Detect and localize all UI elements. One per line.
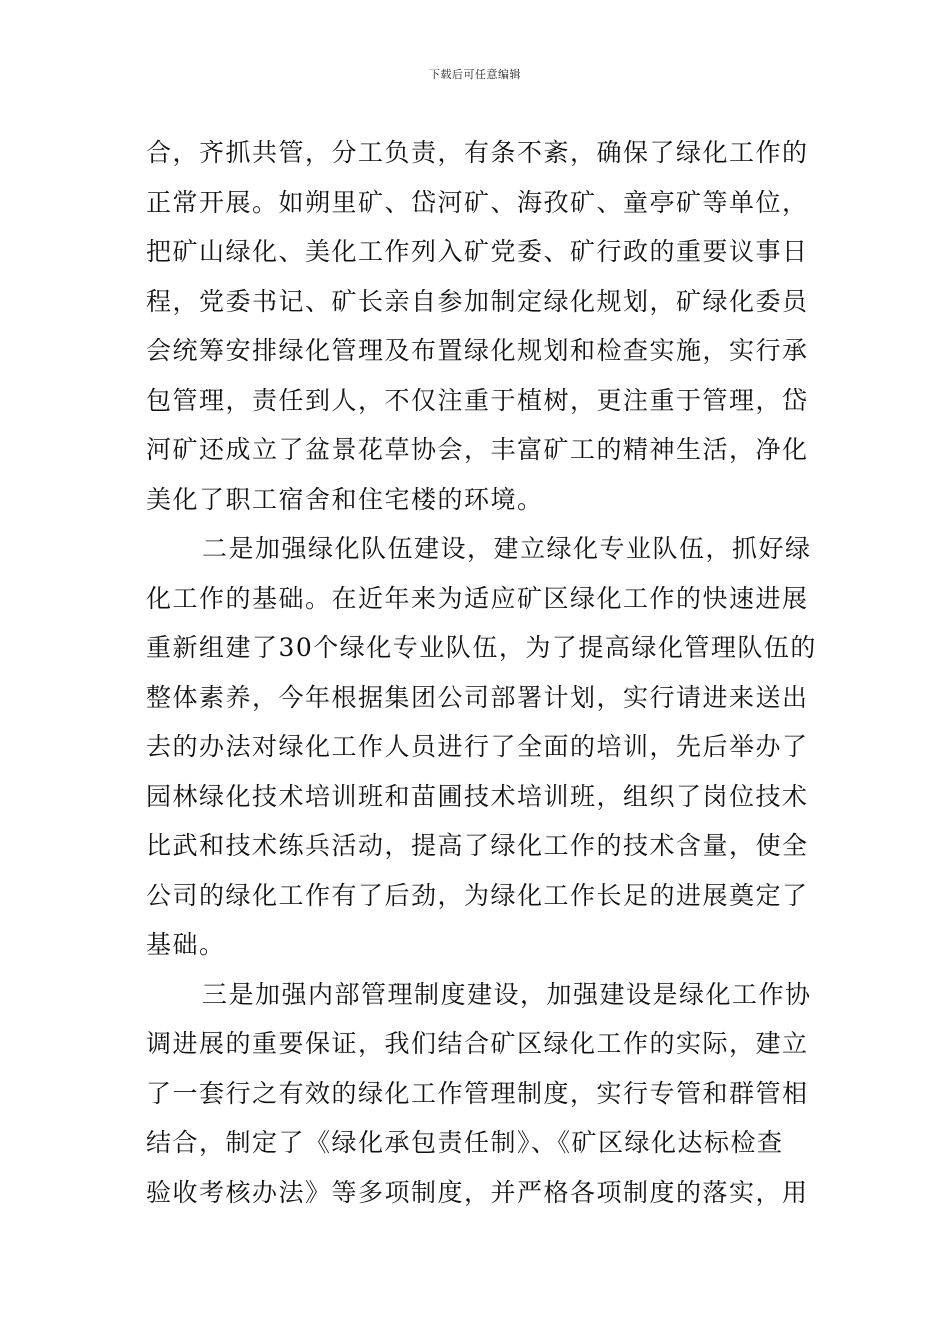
document-body — [146, 128, 817, 1217]
text-line: 验收考核办法》等多项制度，并严格各项制度的落实，用 — [146, 1177, 809, 1207]
text-line: 结合，制定了《绿化承包责任制》、《矿区绿化达标检查 — [146, 1128, 784, 1157]
text-line: 合，齐抓共管，分工负责，有条不紊，确保了绿化工作的 — [146, 138, 809, 167]
text-line: 去的办法对绿化工作人员进行了全面的培训，先后举办了 — [146, 732, 809, 761]
text-line: 美化了职工宿舍和住宅楼的环境。 — [146, 484, 544, 514]
text-line: 化工作的基础。在近年来为适应矿区绿化工作的快速进展 — [146, 583, 809, 613]
paragraph-first-line: 三是加强内部管理制度建设，加强建设是绿化工作协 — [202, 979, 812, 1009]
text-line: 公司的绿化工作有了后劲，为绿化工作长足的进展奠定了 — [146, 880, 809, 910]
text-line: 程，党委书记、矿长亲自参加制定绿化规划，矿绿化委员 — [146, 286, 809, 316]
header-note: 下载后可任意编辑 — [429, 68, 521, 81]
text-line: 正常开展。如朔里矿、岱河矿、海孜矿、童亭矿等单位， — [146, 187, 809, 217]
text-line: 基础。 — [146, 930, 226, 959]
paragraph-first-line: 二是加强绿化队伍建设，建立绿化专业队伍，抓好绿 — [202, 534, 812, 563]
text-line: 比武和技术练兵活动，提高了绿化工作的技术含量，使全 — [146, 831, 809, 860]
text-line: 把矿山绿化、美化工作列入矿党委、矿行政的重要议事日 — [146, 237, 809, 266]
text-line: 会统筹安排绿化管理及布置绿化规划和检查实施，实行承 — [146, 336, 809, 365]
text-line: 整体素养，今年根据集团公司部署计划，实行请进来送出 — [146, 682, 809, 712]
text-line: 园林绿化技术培训班和苗圃技术培训班，组织了岗位技术 — [146, 781, 809, 811]
text-line: 了一套行之有效的绿化工作管理制度，实行专管和群管相 — [146, 1078, 809, 1108]
text-line: 调进展的重要保证，我们结合矿区绿化工作的实际，建立 — [146, 1029, 809, 1058]
text-line: 包管理，责任到人，不仅注重于植树，更注重于管理，岱 — [146, 385, 809, 415]
text-line: 重新组建了30个绿化专业队伍，为了提高绿化管理队伍的 — [146, 633, 817, 662]
text-line: 河矿还成立了盆景花草协会，丰富矿工的精神生活，净化 — [146, 435, 809, 464]
